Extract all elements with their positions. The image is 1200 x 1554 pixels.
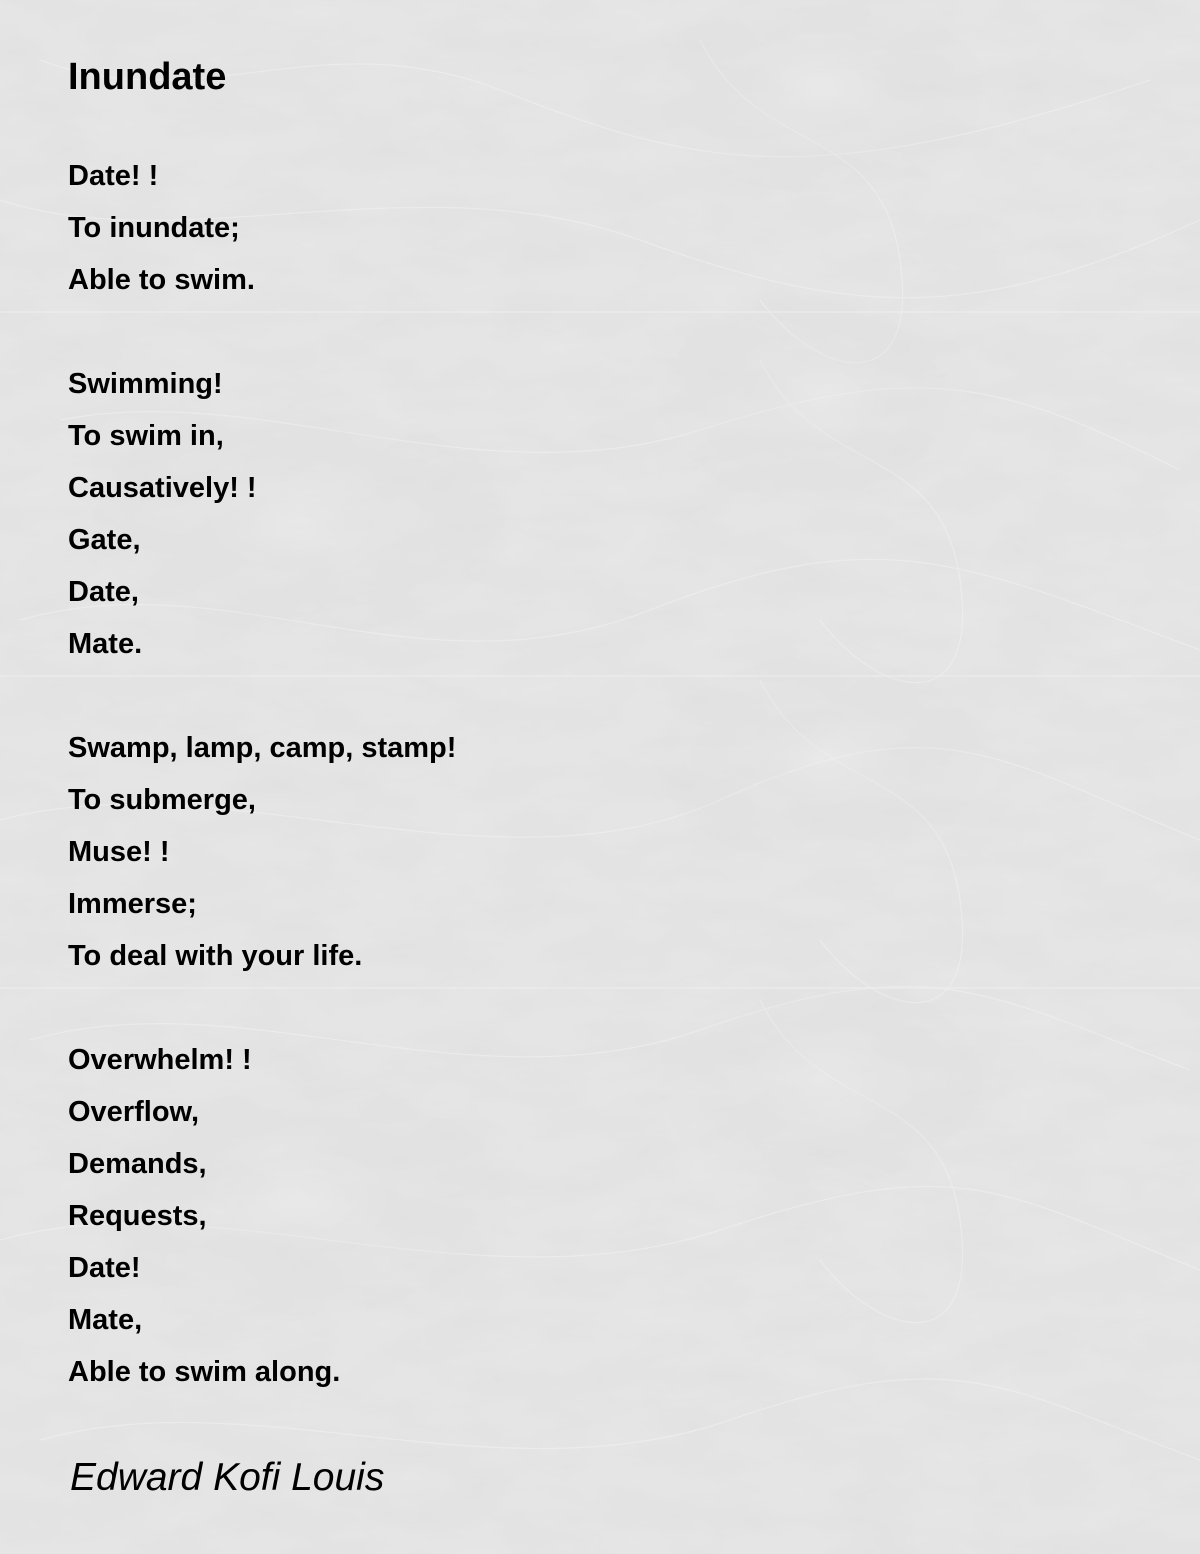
poem-title: Inundate	[68, 56, 227, 98]
poem-line: Swimming!	[68, 368, 223, 400]
poem-line: To inundate;	[68, 212, 240, 244]
poem-line: Overwhelm! !	[68, 1044, 252, 1076]
poem-line: Date! !	[68, 160, 159, 192]
poem-line: Date!	[68, 1252, 141, 1284]
poem-line: Muse! !	[68, 836, 170, 868]
poem-line: To submerge,	[68, 784, 256, 816]
stanza-3	[68, 722, 456, 982]
poem-line: Demands,	[68, 1148, 207, 1180]
poem-body	[68, 150, 456, 1450]
poem-author: Edward Kofi Louis	[70, 1456, 385, 1499]
poem-line: Mate.	[68, 628, 143, 660]
poem-line: To deal with your life.	[68, 940, 363, 972]
poem-line: Requests,	[68, 1200, 207, 1232]
poem-line: Causatively! !	[68, 472, 257, 504]
stanza-1	[68, 150, 456, 306]
stanza-2	[68, 358, 456, 670]
poem-line: Able to swim along.	[68, 1356, 341, 1388]
poem-line: Swamp, lamp, camp, stamp!	[68, 732, 457, 764]
poem-line: Able to swim.	[68, 264, 255, 296]
poem-line: To swim in,	[68, 420, 224, 452]
poem-line: Immerse;	[68, 888, 197, 920]
poem-line: Overflow,	[68, 1096, 200, 1128]
stanza-4	[68, 1034, 456, 1398]
poem-line: Gate,	[68, 524, 141, 556]
poem-line: Mate,	[68, 1304, 143, 1336]
poem-line: Date,	[68, 576, 139, 608]
